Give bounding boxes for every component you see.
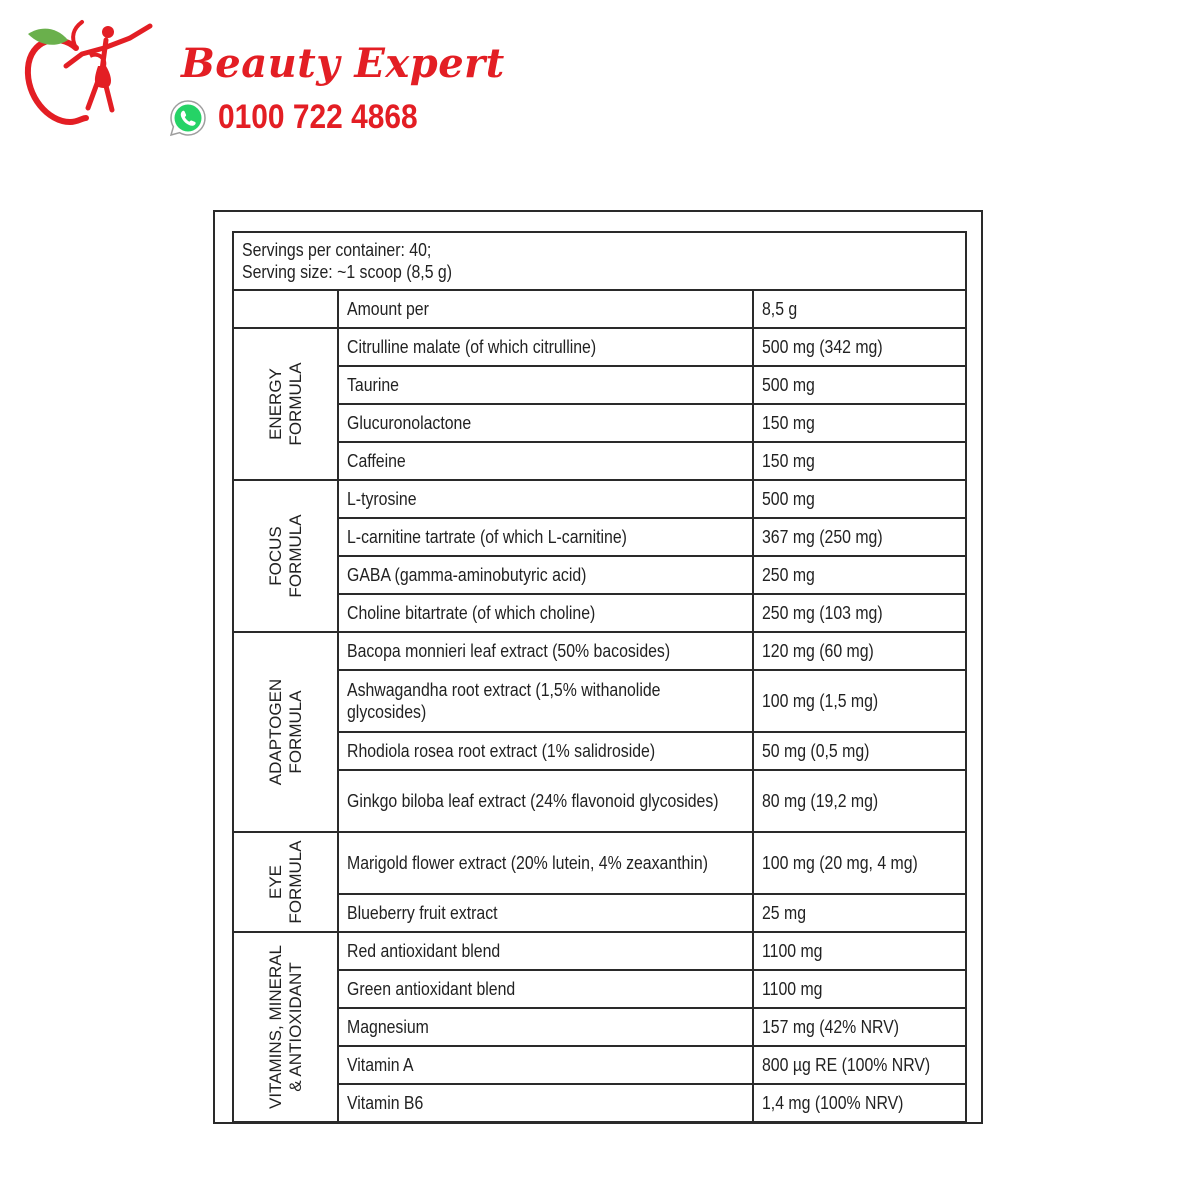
nutrient-amount: 120 mg (60 mg) xyxy=(753,632,966,670)
nutrient-row xyxy=(233,932,966,970)
amount-per-value: 8,5 g xyxy=(753,290,966,328)
brand-name: Beauty Expert xyxy=(181,40,505,87)
group-label-line: ADAPTOGEN xyxy=(265,678,285,786)
nutrient-amount: 25 mg xyxy=(753,894,966,932)
group-label-cell xyxy=(233,480,338,632)
nutrient-amount: 100 mg (20 mg, 4 mg) xyxy=(753,832,966,894)
nutrient-row xyxy=(233,404,966,442)
group-label-line: FORMULA xyxy=(285,690,305,774)
nutrient-name: Red antioxidant blend xyxy=(338,932,753,970)
nutrient-amount: 500 mg xyxy=(753,366,966,404)
group-label-cell xyxy=(233,632,338,832)
whatsapp-icon xyxy=(168,98,208,138)
group-label-line: VITAMINS, MINERAL xyxy=(265,944,285,1110)
nutrient-name: Vitamin A xyxy=(338,1046,753,1084)
nutrient-name: Choline bitartrate (of which choline) xyxy=(338,594,753,632)
nutrient-name: Caffeine xyxy=(338,442,753,480)
group-label-line: ENERGY xyxy=(265,368,285,440)
nutrient-name: Marigold flower extract (20% lutein, 4% zeaxanthin) xyxy=(338,832,753,894)
nutrient-row xyxy=(233,832,966,894)
nutrient-amount: 150 mg xyxy=(753,442,966,480)
apple-dancer-logo-icon xyxy=(18,18,168,130)
group-label-line: FORMULA xyxy=(285,840,305,924)
nutrient-row xyxy=(233,770,966,832)
nutrient-row xyxy=(233,556,966,594)
nutrient-name: Taurine xyxy=(338,366,753,404)
group-label-line: FOCUS xyxy=(265,526,285,586)
group-label-line: & ANTIOXIDANT xyxy=(285,962,305,1092)
nutrient-row xyxy=(233,632,966,670)
nutrient-name: Magnesium xyxy=(338,1008,753,1046)
nutrient-name: Rhodiola rosea root extract (1% salidroside) xyxy=(338,732,753,770)
nutrient-row xyxy=(233,1046,966,1084)
serving-size: Serving size: ~1 scoop (8,5 g) xyxy=(242,262,452,282)
nutrient-amount: 367 mg (250 mg) xyxy=(753,518,966,556)
nutrient-row xyxy=(233,442,966,480)
nutrient-amount: 50 mg (0,5 mg) xyxy=(753,732,966,770)
brand-header xyxy=(18,18,505,136)
nutrient-name: Glucuronolactone xyxy=(338,404,753,442)
nutrient-row xyxy=(233,366,966,404)
nutrient-amount: 100 mg (1,5 mg) xyxy=(753,670,966,732)
nutrient-row xyxy=(233,518,966,556)
group-label-cell xyxy=(233,932,338,1122)
nutrient-name: Blueberry fruit extract xyxy=(338,894,753,932)
nutrient-name: GABA (gamma-aminobutyric acid) xyxy=(338,556,753,594)
group-label xyxy=(266,679,306,785)
nutrient-amount: 800 µg RE (100% NRV) xyxy=(753,1046,966,1084)
supplement-facts-table xyxy=(232,231,967,1123)
nutrient-name: Citrulline malate (of which citrulline) xyxy=(338,328,753,366)
nutrient-name: Ashwagandha root extract (1,5% withanolide glycosides) xyxy=(338,670,753,732)
group-label xyxy=(266,945,306,1109)
nutrient-name: Ginkgo biloba leaf extract (24% flavonoid glycosides) xyxy=(338,770,753,832)
group-label-cell xyxy=(233,328,338,480)
group-label-line: FORMULA xyxy=(285,514,305,598)
nutrient-amount: 500 mg xyxy=(753,480,966,518)
nutrient-row xyxy=(233,894,966,932)
group-label xyxy=(266,840,306,923)
nutrient-name: Vitamin B6 xyxy=(338,1084,753,1122)
nutrient-name: L-tyrosine xyxy=(338,480,753,518)
nutrient-name: L-carnitine tartrate (of which L-carnitine) xyxy=(338,518,753,556)
nutrient-amount: 1100 mg xyxy=(753,970,966,1008)
nutrient-amount: 1100 mg xyxy=(753,932,966,970)
servings-info xyxy=(233,232,966,290)
servings-row xyxy=(233,232,966,290)
nutrient-name: Bacopa monnieri leaf extract (50% bacosides) xyxy=(338,632,753,670)
nutrient-amount: 1,4 mg (100% NRV) xyxy=(753,1084,966,1122)
nutrient-row xyxy=(233,328,966,366)
servings-per-container: Servings per container: 40; xyxy=(242,240,432,260)
nutrient-amount: 157 mg (42% NRV) xyxy=(753,1008,966,1046)
nutrient-amount: 250 mg (103 mg) xyxy=(753,594,966,632)
brand-phone: 0100 722 4868 xyxy=(218,98,418,136)
group-label xyxy=(266,362,306,445)
group-label xyxy=(266,514,306,597)
nutrient-amount: 150 mg xyxy=(753,404,966,442)
nutrient-row xyxy=(233,670,966,732)
nutrient-row xyxy=(233,480,966,518)
nutrient-row xyxy=(233,970,966,1008)
header-blank-cell xyxy=(233,290,338,328)
nutrient-amount: 80 mg (19,2 mg) xyxy=(753,770,966,832)
group-label-line: EYE xyxy=(265,864,285,900)
nutrient-row xyxy=(233,1084,966,1122)
nutrient-amount: 500 mg (342 mg) xyxy=(753,328,966,366)
nutrient-row xyxy=(233,732,966,770)
amount-per-label: Amount per xyxy=(338,290,753,328)
nutrient-amount: 250 mg xyxy=(753,556,966,594)
group-label-cell xyxy=(233,832,338,932)
nutrient-row xyxy=(233,594,966,632)
nutrient-name: Green antioxidant blend xyxy=(338,970,753,1008)
group-label-line: FORMULA xyxy=(285,362,305,446)
nutrient-row xyxy=(233,1008,966,1046)
amount-header-row xyxy=(233,290,966,328)
